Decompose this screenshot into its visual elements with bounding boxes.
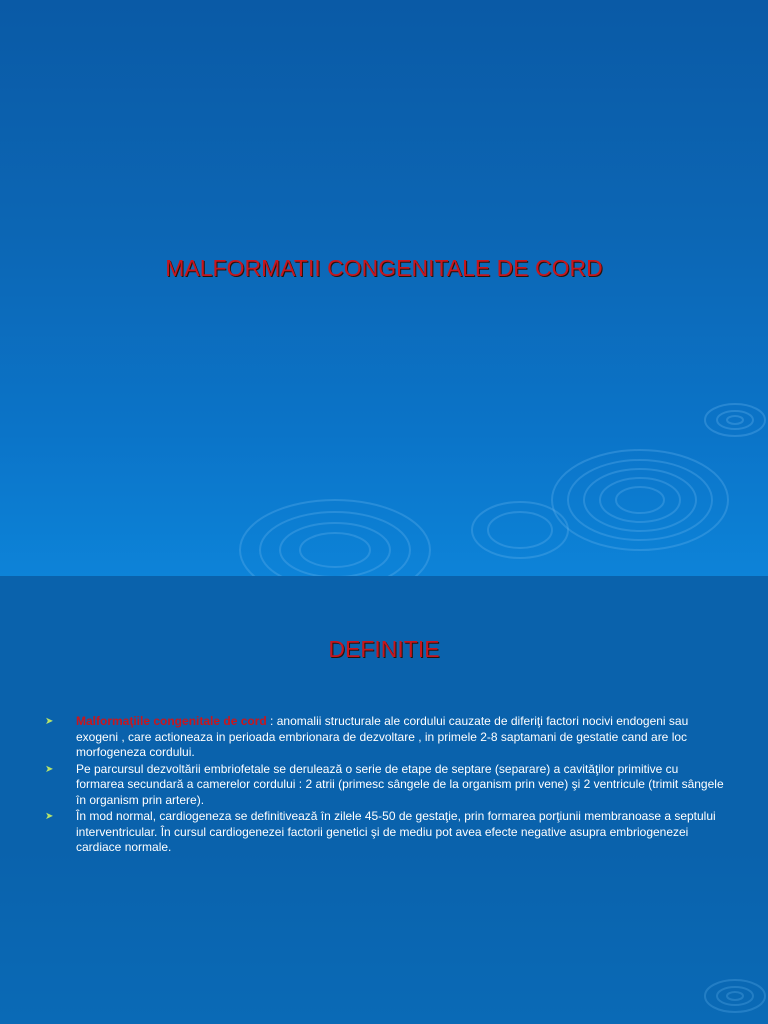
list-item-text: : anomalii structurale ale cordului cauzate de diferiţi factori nocivi endogeni sau exogeni , care actioneaza in perioada embrionara de dezvoltare , in primele 2-8 saptamani de gestatie cand are loc morfogeneza cordului.	[76, 714, 689, 759]
slide-definition	[0, 576, 768, 1024]
list-item-text: În mod normal, cardiogeneza se definitivează în zilele 45-50 de gestaţie, prin formarea porţiunii membranoase a septului interventricular. În cursul cardiogenezei factorii genetici şi de mediu pot avea efecte negative asupra embriogenezei cardiace normale.	[76, 809, 716, 854]
list-item	[45, 809, 725, 856]
term-highlight: Malformaţiile congenitale de cord	[76, 714, 267, 728]
chevron-right-icon: ➤	[45, 716, 54, 727]
slide-title-text: MALFORMATII CONGENITALE DE CORD	[165, 255, 603, 281]
list-item-text: Pe parcursul dezvoltării embriofetale se derulează o serie de etape de septare (separare) a cavităţilor primitive cu formarea secundară a camerelor cordului : 2 atrii (primesc sângele de la organism prin vene) şi 2 ventricule (trimit sângele în organism prin artere).	[76, 761, 724, 807]
section-heading: DEFINITIE	[328, 636, 440, 662]
list-item	[45, 762, 725, 809]
chevron-right-icon: ➤	[45, 811, 54, 822]
list-item	[45, 714, 725, 761]
definition-list	[45, 714, 725, 857]
chevron-right-icon: ➤	[45, 763, 54, 775]
